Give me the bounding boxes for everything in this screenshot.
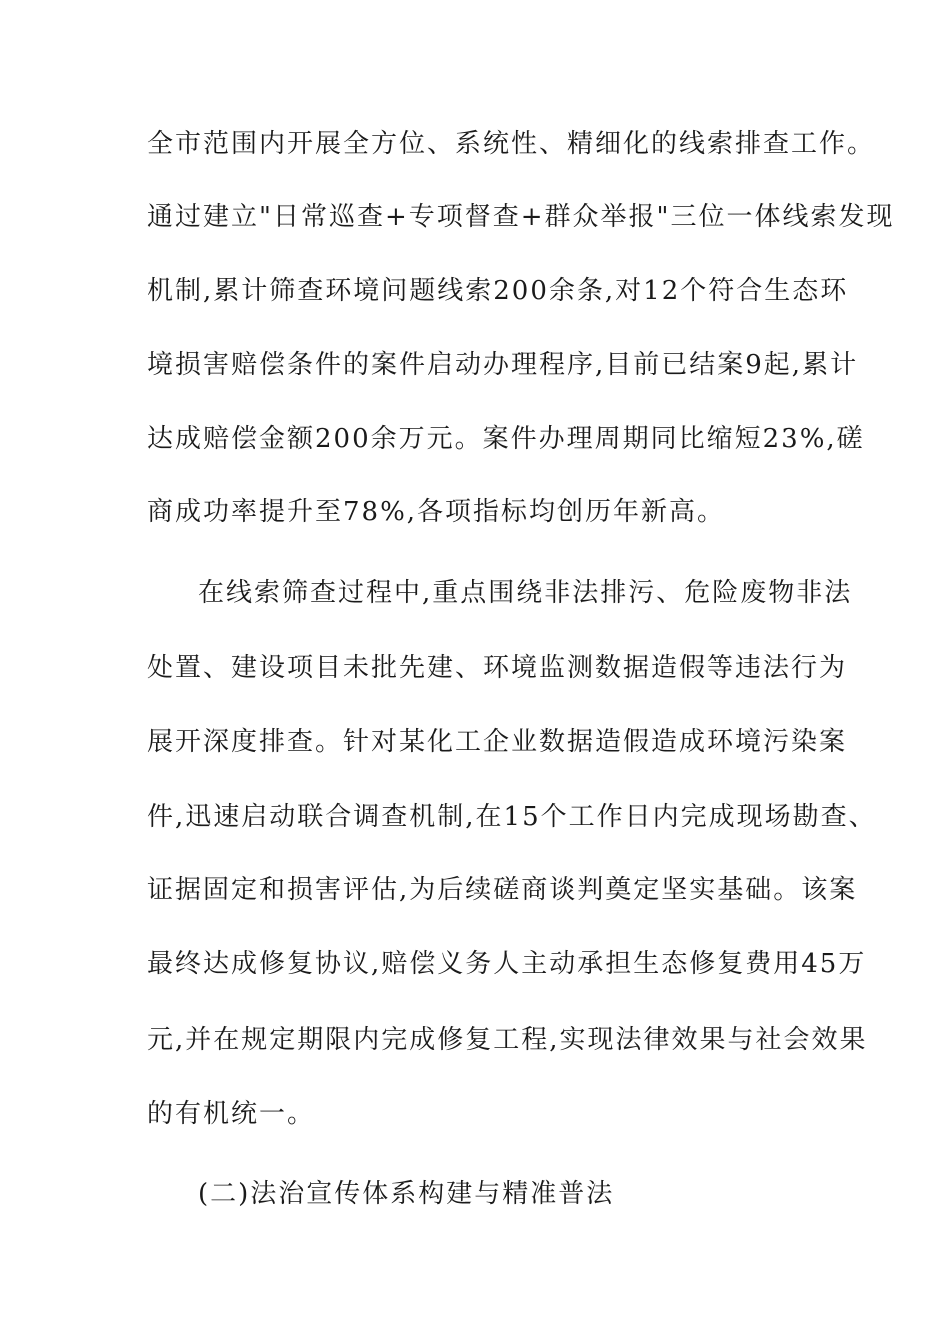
paragraph-2-line-7: 元,并在规定期限内完成修复工程,实现法律效果与社会效果	[147, 1025, 868, 1055]
paragraph-2-line-4: 件,迅速启动联合调查机制,在15个工作日内完成现场勘查、	[147, 802, 877, 832]
paragraph-2-line-3: 展开深度排查。针对某化工企业数据造假造成环境污染案	[147, 727, 848, 757]
paragraph-2-line-6: 最终达成修复协议,赔偿义务人主动承担生态修复费用45万	[147, 949, 867, 979]
paragraph-2-line-8: 的有机统一。	[147, 1099, 316, 1129]
paragraph-1-line-3: 机制,累计筛查环境问题线索200余条,对12个符合生态环	[147, 276, 849, 306]
section-heading: (二)法治宣传体系构建与精准普法	[198, 1179, 615, 1209]
paragraph-1-line-4: 境损害赔偿条件的案件启动办理程序,目前已结案9起,累计	[147, 350, 859, 380]
paragraph-1-line-6: 商成功率提升至78%,各项指标均创历年新高。	[147, 497, 726, 527]
paragraph-1-line-2: 通过建立"日常巡查+专项督查+群众举报"三位一体线索发现	[147, 202, 895, 232]
paragraph-2-line-1: 在线索筛查过程中,重点围绕非法排污、危险废物非法	[198, 578, 853, 608]
paragraph-1-line-1: 全市范围内开展全方位、系统性、精细化的线索排查工作。	[147, 129, 876, 159]
paragraph-2-line-2: 处置、建设项目未批先建、环境监测数据造假等违法行为	[147, 653, 848, 683]
paragraph-1-line-5: 达成赔偿金额200余万元。案件办理周期同比缩短23%,磋	[147, 424, 865, 454]
paragraph-2-line-5: 证据固定和损害评估,为后续磋商谈判奠定坚实基础。该案	[147, 875, 858, 905]
